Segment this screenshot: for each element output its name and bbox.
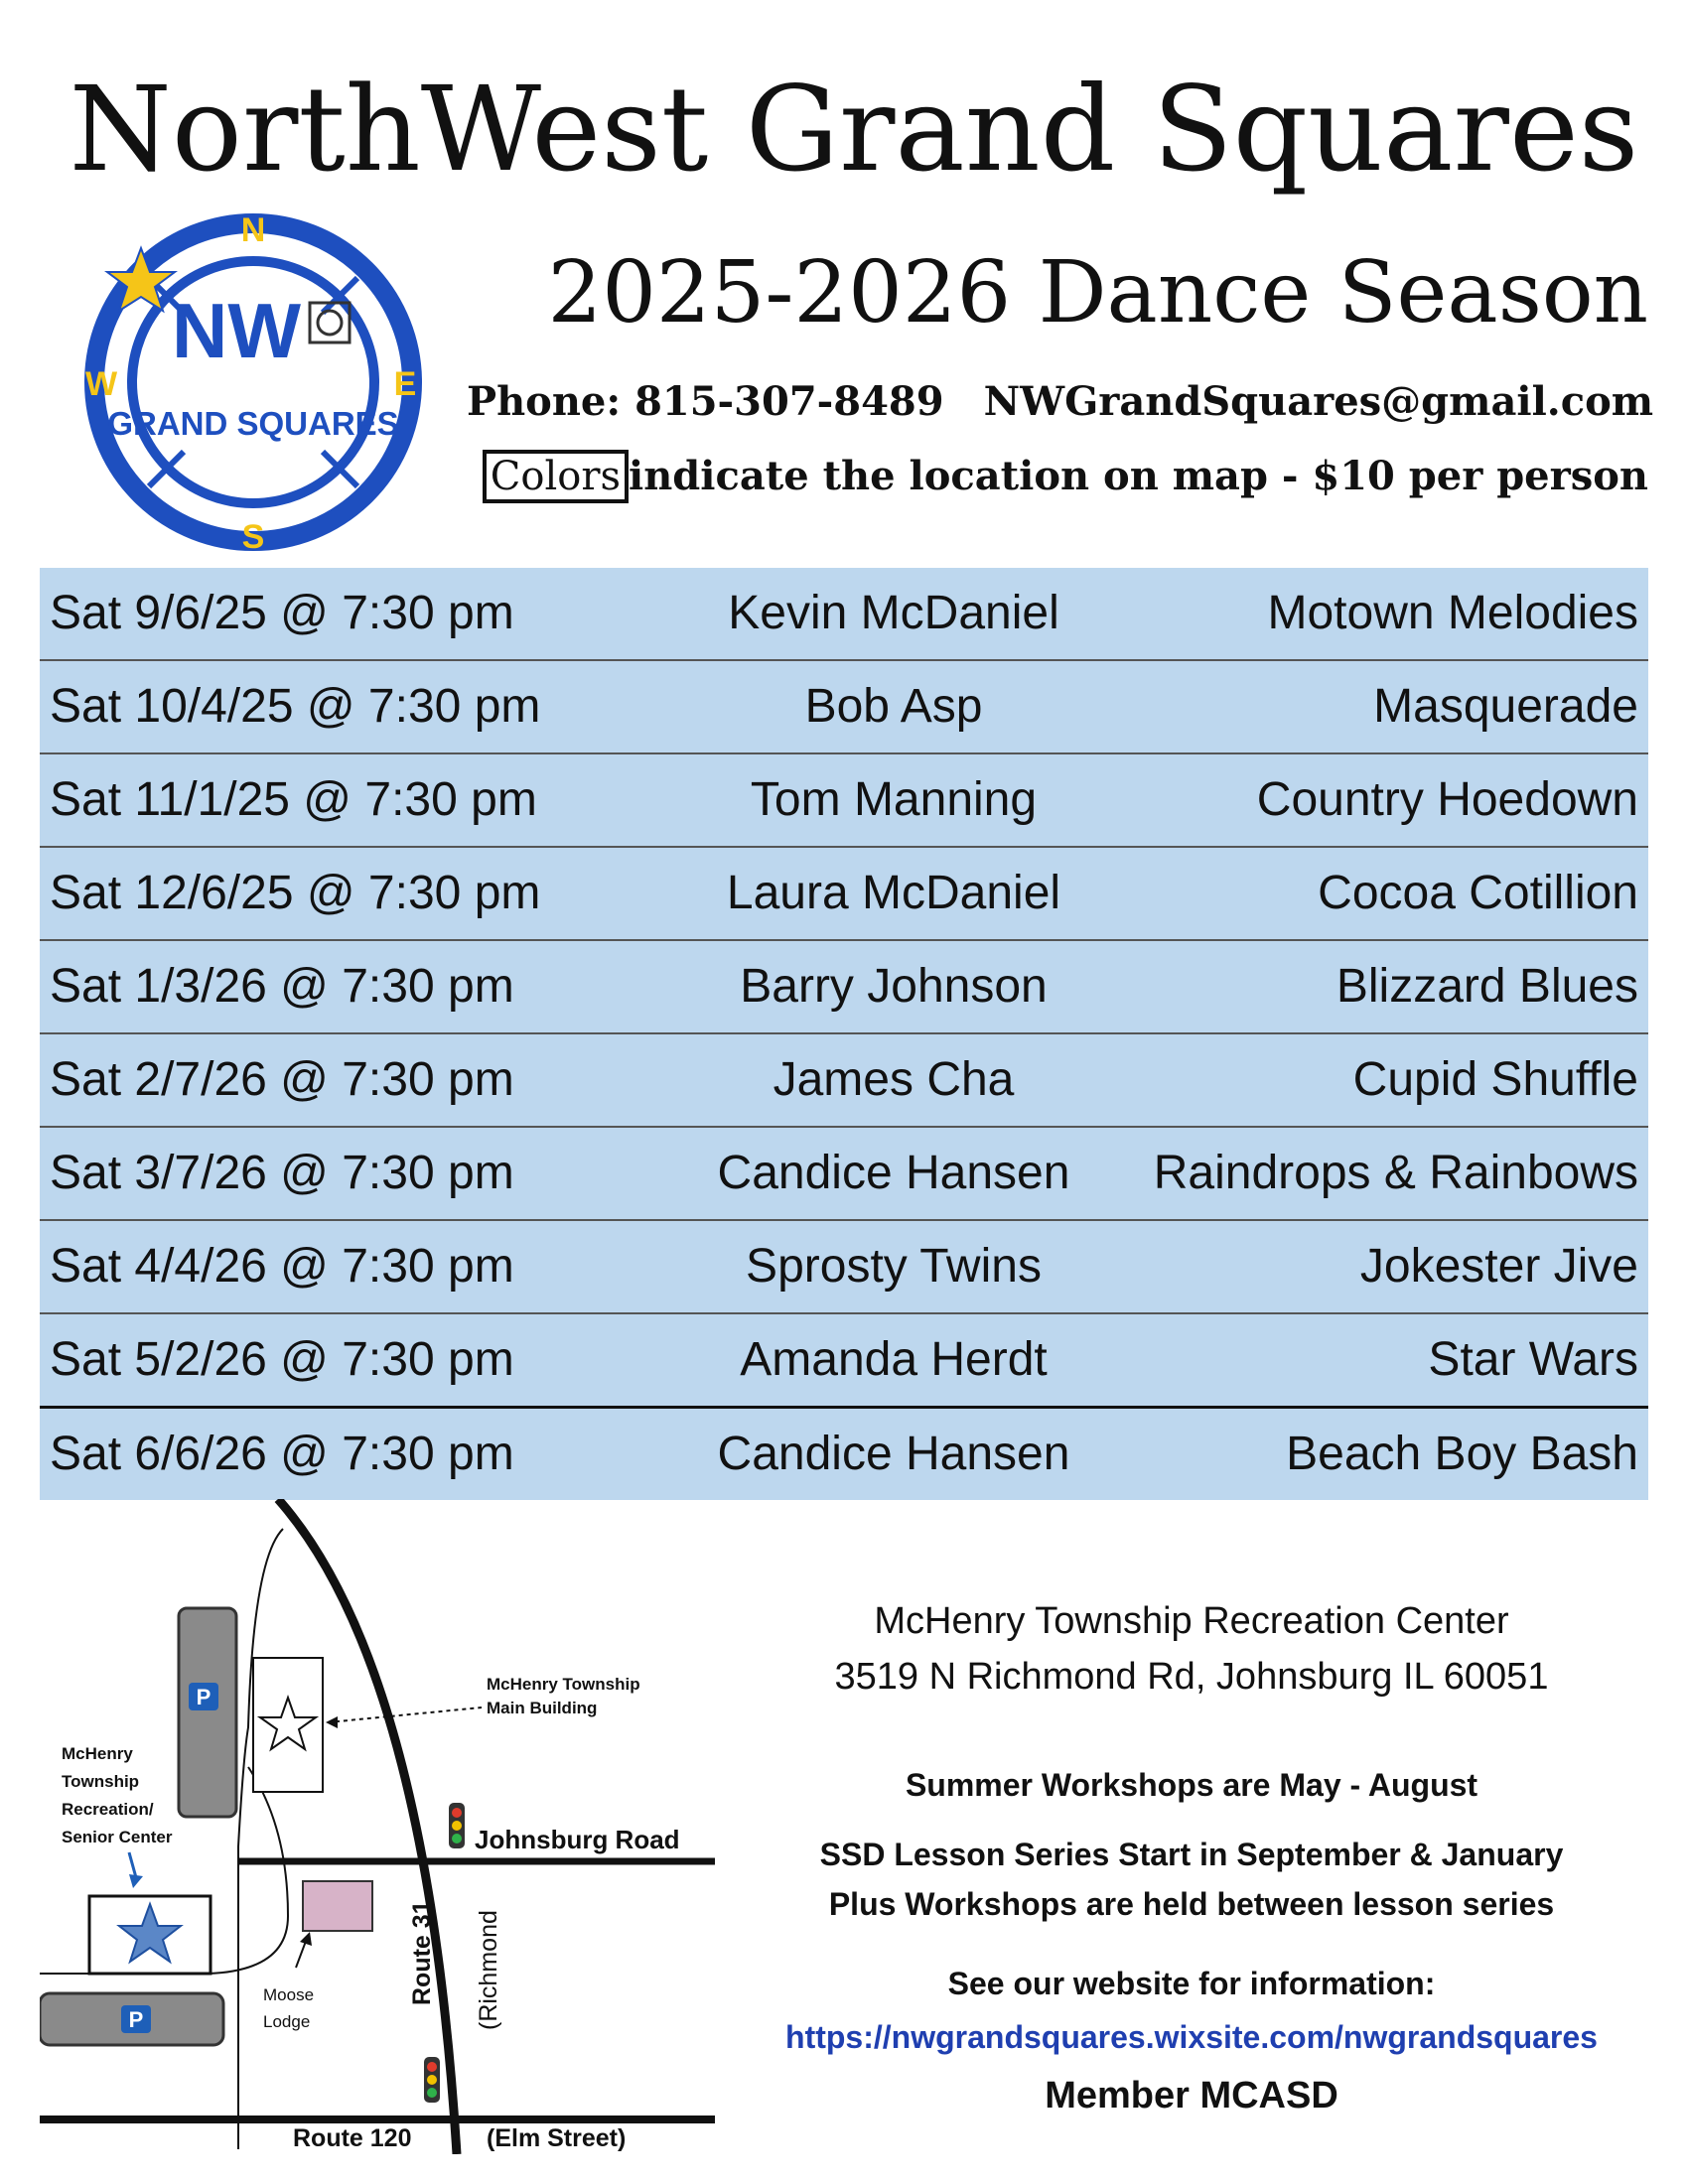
row-date: Sat 9/6/25 @ 7:30 pm bbox=[50, 587, 514, 639]
row-caller: Laura McDaniel bbox=[726, 867, 1061, 919]
row-date: Sat 1/3/26 @ 7:30 pm bbox=[50, 960, 514, 1013]
row-theme: Raindrops & Rainbows bbox=[1153, 1147, 1638, 1199]
contact-line bbox=[467, 377, 1654, 427]
row-date: Sat 11/1/25 @ 7:30 pm bbox=[50, 773, 537, 826]
row-date: Sat 6/6/26 @ 7:30 pm bbox=[50, 1428, 514, 1480]
elm-street-label: (Elm Street) bbox=[487, 2124, 627, 2152]
row-theme: Country Hoedown bbox=[1256, 773, 1638, 826]
location-map bbox=[40, 1499, 735, 2154]
row-theme: Motown Melodies bbox=[1267, 587, 1638, 639]
table-row bbox=[40, 941, 1648, 1034]
svg-text:P: P bbox=[196, 1685, 211, 1709]
moose-lodge-label-2: Lodge bbox=[263, 2012, 311, 2031]
moose-lodge-building bbox=[303, 1881, 372, 1931]
table-row bbox=[40, 1034, 1648, 1128]
parking-lot-north bbox=[179, 1608, 236, 1817]
richmond-label: (Richmond bbox=[475, 1910, 502, 2030]
compass-e: E bbox=[393, 365, 417, 403]
row-caller: Tom Manning bbox=[750, 773, 1038, 826]
route-31-label: Route 31 bbox=[408, 1900, 436, 2005]
row-caller: Sprosty Twins bbox=[746, 1240, 1042, 1293]
row-theme: Cupid Shuffle bbox=[1352, 1053, 1638, 1106]
row-date: Sat 3/7/26 @ 7:30 pm bbox=[50, 1147, 514, 1199]
schedule-table bbox=[40, 568, 1648, 1500]
row-theme: Jokester Jive bbox=[1359, 1240, 1638, 1293]
ssd-lessons: SSD Lesson Series Start in September & January bbox=[819, 1837, 1564, 1872]
traffic-light-icon bbox=[424, 2057, 440, 2103]
rec-center-label-4: Senior Center bbox=[62, 1828, 173, 1846]
moose-lodge-label-1: Moose bbox=[263, 1985, 315, 2004]
main-building-label-2: Main Building bbox=[487, 1699, 598, 1717]
colors-box: Colors bbox=[483, 450, 629, 503]
venue-address: 3519 N Richmond Rd, Johnsburg IL 60051 bbox=[834, 1656, 1549, 1698]
table-row bbox=[40, 1221, 1648, 1314]
row-theme: Masquerade bbox=[1373, 680, 1638, 733]
row-caller: Bob Asp bbox=[804, 680, 983, 733]
row-date: Sat 4/4/26 @ 7:30 pm bbox=[50, 1240, 514, 1293]
table-row bbox=[40, 848, 1648, 941]
phone-text: Phone: 815-307-8489 bbox=[467, 378, 944, 425]
logo-nw: NW bbox=[172, 287, 301, 374]
compass-s: S bbox=[241, 518, 265, 556]
summer-workshops: Summer Workshops are May - August bbox=[905, 1767, 1478, 1803]
rec-center-label-2: Township bbox=[62, 1772, 140, 1791]
table-row bbox=[40, 1314, 1648, 1409]
compass-w: W bbox=[84, 365, 118, 403]
row-date: Sat 2/7/26 @ 7:30 pm bbox=[50, 1053, 514, 1106]
row-date: Sat 12/6/25 @ 7:30 pm bbox=[50, 867, 541, 919]
rec-center-label-3: Recreation/ bbox=[62, 1800, 154, 1819]
table-row bbox=[40, 661, 1648, 754]
driveway bbox=[238, 1529, 283, 2149]
member-mcasd: Member MCASD bbox=[1045, 2075, 1338, 2116]
logo-grand-squares: GRAND SQUARES bbox=[107, 405, 399, 442]
table-row bbox=[40, 754, 1648, 848]
row-date: Sat 5/2/26 @ 7:30 pm bbox=[50, 1333, 514, 1386]
johnsburg-road-label: Johnsburg Road bbox=[475, 1825, 680, 1854]
route-120-label: Route 120 bbox=[293, 2124, 412, 2152]
row-caller: Amanda Herdt bbox=[740, 1333, 1048, 1386]
main-building-label-1: McHenry Township bbox=[487, 1675, 640, 1694]
row-caller: Candice Hansen bbox=[717, 1428, 1070, 1480]
table-row bbox=[40, 568, 1648, 661]
table-row bbox=[40, 1409, 1648, 1500]
row-theme: Beach Boy Bash bbox=[1286, 1428, 1638, 1480]
row-date: Sat 10/4/25 @ 7:30 pm bbox=[50, 680, 541, 733]
row-theme: Blizzard Blues bbox=[1336, 960, 1638, 1013]
main-building-pointer bbox=[328, 1707, 482, 1722]
website-link[interactable]: https://nwgrandsquares.wixsite.com/nwgrandsquares bbox=[785, 2019, 1598, 2055]
svg-text:P: P bbox=[128, 2007, 144, 2032]
plus-workshops: Plus Workshops are held between lesson series bbox=[828, 1886, 1555, 1922]
table-row bbox=[40, 1128, 1648, 1221]
row-caller: Kevin McDaniel bbox=[728, 587, 1059, 639]
colors-note-text: indicate the location on map - $10 per person bbox=[629, 453, 1648, 499]
colors-note bbox=[442, 449, 1648, 504]
traffic-light-icon bbox=[449, 1803, 465, 1848]
club-logo bbox=[79, 208, 427, 556]
row-caller: Barry Johnson bbox=[740, 960, 1048, 1013]
rec-center-label-1: McHenry bbox=[62, 1744, 133, 1763]
email-text[interactable]: NWGrandSquares@gmail.com bbox=[983, 378, 1654, 425]
row-theme: Cocoa Cotillion bbox=[1318, 867, 1638, 919]
route-31-road bbox=[278, 1499, 457, 2154]
website-label: See our website for information: bbox=[947, 1966, 1436, 2001]
row-theme: Star Wars bbox=[1428, 1333, 1638, 1386]
season-title: 2025-2026 Dance Season bbox=[547, 243, 1648, 342]
compass-n: N bbox=[240, 211, 266, 249]
row-caller: Candice Hansen bbox=[717, 1147, 1070, 1199]
row-caller: James Cha bbox=[773, 1053, 1015, 1106]
venue-name: McHenry Township Recreation Center bbox=[874, 1600, 1509, 1642]
page-title: NorthWest Grand Squares bbox=[69, 61, 1639, 198]
